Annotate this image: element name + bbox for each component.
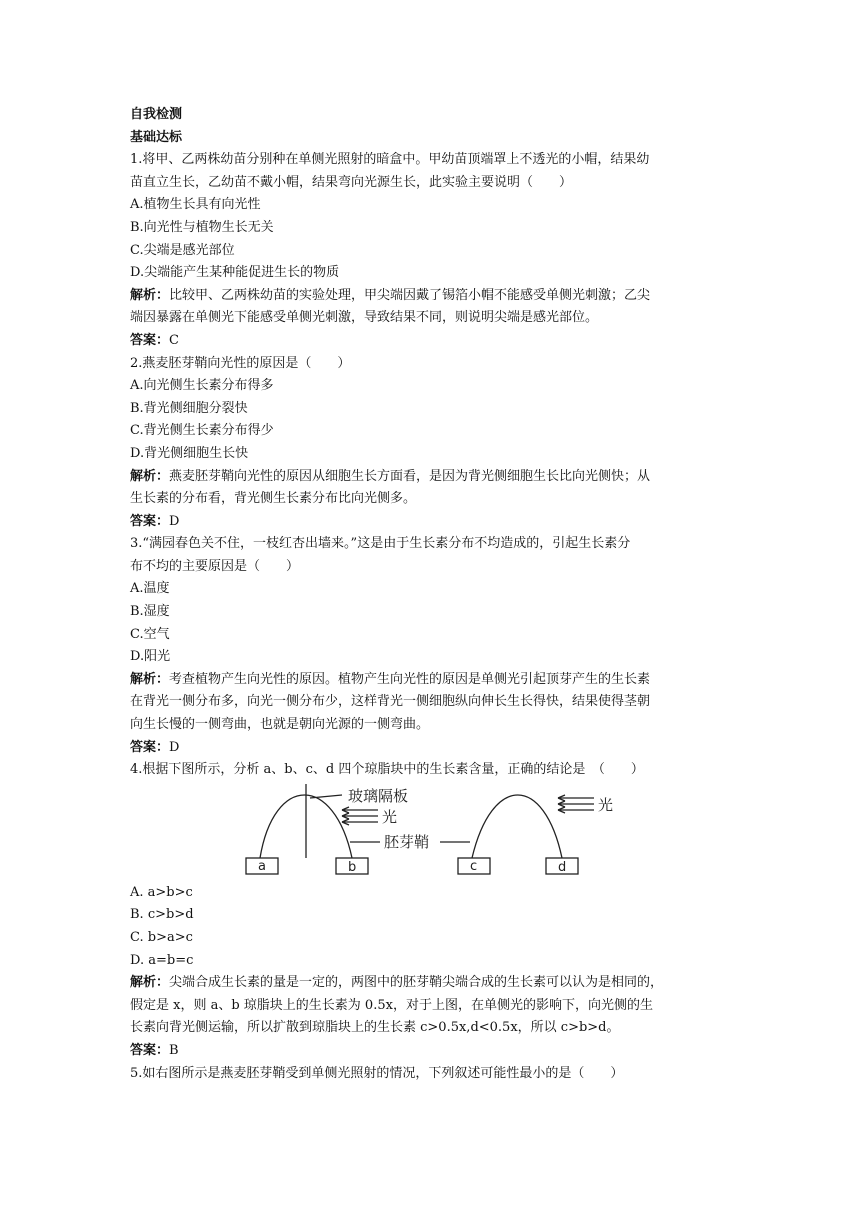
question-stem: 苗直立生长，乙幼苗不戴小帽，结果弯向光源生长，此实验主要说明（ ） <box>130 174 573 190</box>
block-c-label: c <box>470 858 478 874</box>
option-d: D.尖端能产生某种能促进生长的物质 <box>130 265 340 281</box>
left-light-arrows <box>342 807 378 825</box>
analysis-text: 尖端合成生长素的量是一定的，两图中的胚芽鞘尖端合成的生长素可以认为是相同的， <box>169 975 664 991</box>
option-a: A.植物生长具有向光性 <box>130 197 261 213</box>
question-5 <box>130 1063 730 1086</box>
question-3 <box>130 533 730 759</box>
answer-value: B <box>169 1042 179 1058</box>
answer-value: D <box>169 513 180 529</box>
answer <box>130 737 730 760</box>
question-4 <box>130 759 730 1062</box>
answer-label: 答案： <box>130 1042 170 1058</box>
question-stem: 4.根据下图所示，分析 a、b、c、d 四个琼脂块中的生长素含量，正确的结论是 （ ） <box>130 762 644 778</box>
question-1 <box>130 149 730 352</box>
analysis <box>130 466 730 489</box>
analysis-text: 燕麦胚芽鞘向光性的原因从细胞生长方面看，是因为背光侧细胞生长比向光侧快；从 <box>169 468 651 484</box>
light-label-right: 光 <box>598 795 614 814</box>
option-a: A. a>b>c <box>130 884 193 900</box>
option-d: D.背光侧细胞生长快 <box>130 445 249 461</box>
right-coleoptile-outline <box>472 795 562 858</box>
analysis <box>130 285 730 308</box>
option-d: D.阳光 <box>130 649 171 665</box>
answer <box>130 1040 730 1063</box>
section-heading: 自我检测 <box>130 107 183 122</box>
block-b-label: b <box>348 859 357 875</box>
answer <box>130 330 730 353</box>
question-stem: 3.“满园春色关不住，一枝红杏出墙来。”这是由于生长素分布不均造成的，引起生长素分 <box>130 536 631 552</box>
option-a: A.向光侧生长素分布得多 <box>130 378 274 394</box>
analysis-label: 解析： <box>130 975 170 991</box>
answer-value: C <box>169 332 179 348</box>
analysis-text: 向生长慢的一侧弯曲，也就是朝向光源的一侧弯曲。 <box>130 717 430 733</box>
block-a-label: a <box>258 858 266 874</box>
question-2 <box>130 353 730 534</box>
analysis-text: 考查植物产生向光性的原因。植物产生向光性的原因是单侧光引起顶芽产生的生长素 <box>169 671 651 687</box>
option-c: C. b>a>c <box>130 930 193 945</box>
analysis-text: 长素向背光侧运输，所以扩散到琼脂块上的生长素 c>0.5x,d<0.5x，所以 c>b>d。 <box>130 1020 620 1036</box>
document-page <box>130 104 730 1085</box>
analysis-text: 假定是 x，则 a、b 琼脂块上的生长素为 0.5x，对于上图，在单侧光的影响下，向光侧的生 <box>130 997 653 1013</box>
coleoptile-diagram <box>244 784 644 880</box>
answer <box>130 511 730 534</box>
option-b: B.向光性与植物生长无关 <box>130 219 274 235</box>
analysis <box>130 669 730 692</box>
answer-label: 答案： <box>130 739 170 755</box>
analysis-text: 在背光一侧分布多，向光一侧分布少，这样背光一侧细胞纵向伸长生长得快，结果使得茎朝 <box>130 694 651 710</box>
analysis-text: 端因暴露在单侧光下能感受单侧光刺激，导致结果不同，则说明尖端是感光部位。 <box>130 310 599 326</box>
question-stem: 5.如右图所示是燕麦胚芽鞘受到单侧光照射的情况，下列叙述可能性最小的是（ ） <box>130 1065 624 1081</box>
option-b: B.背光侧细胞分裂快 <box>130 400 248 416</box>
option-b: B.湿度 <box>130 604 170 620</box>
option-d: D. a=b=c <box>130 952 194 968</box>
answer-label: 答案： <box>130 513 170 529</box>
coleoptile-figure <box>130 784 730 880</box>
block-d-label: d <box>558 859 567 875</box>
option-c: C.背光侧生长素分布得少 <box>130 423 274 439</box>
analysis <box>130 972 730 995</box>
analysis-text: 比较甲、乙两株幼苗的实验处理，甲尖端因戴了锡箔小帽不能感受单侧光刺激；乙尖 <box>169 287 651 303</box>
question-stem: 布不均的主要原因是（ ） <box>130 558 300 574</box>
analysis-label: 解析： <box>130 468 170 484</box>
light-label-left: 光 <box>382 807 398 826</box>
option-c: C.空气 <box>130 626 170 642</box>
answer-label: 答案： <box>130 332 170 348</box>
option-a: A.温度 <box>130 581 170 597</box>
question-stem: 1.将甲、乙两株幼苗分别种在单侧光照射的暗盒中。甲幼苗顶端罩上不透光的小帽，结果幼 <box>130 152 650 168</box>
analysis-label: 解析： <box>130 671 170 687</box>
right-light-arrows <box>558 795 594 813</box>
coleoptile-label: 胚芽鞘 <box>384 832 430 851</box>
analysis-label: 解析： <box>130 287 170 303</box>
glass-label: 玻璃隔板 <box>348 786 409 805</box>
analysis-text: 生长素的分布看，背光侧生长素分布比向光侧多。 <box>130 491 417 507</box>
question-stem: 2.燕麦胚芽鞘向光性的原因是（ ） <box>130 355 351 371</box>
option-b: B. c>b>d <box>130 907 194 923</box>
section-subheading: 基础达标 <box>130 129 183 145</box>
option-c: C.尖端是感光部位 <box>130 242 235 258</box>
answer-value: D <box>169 739 180 755</box>
